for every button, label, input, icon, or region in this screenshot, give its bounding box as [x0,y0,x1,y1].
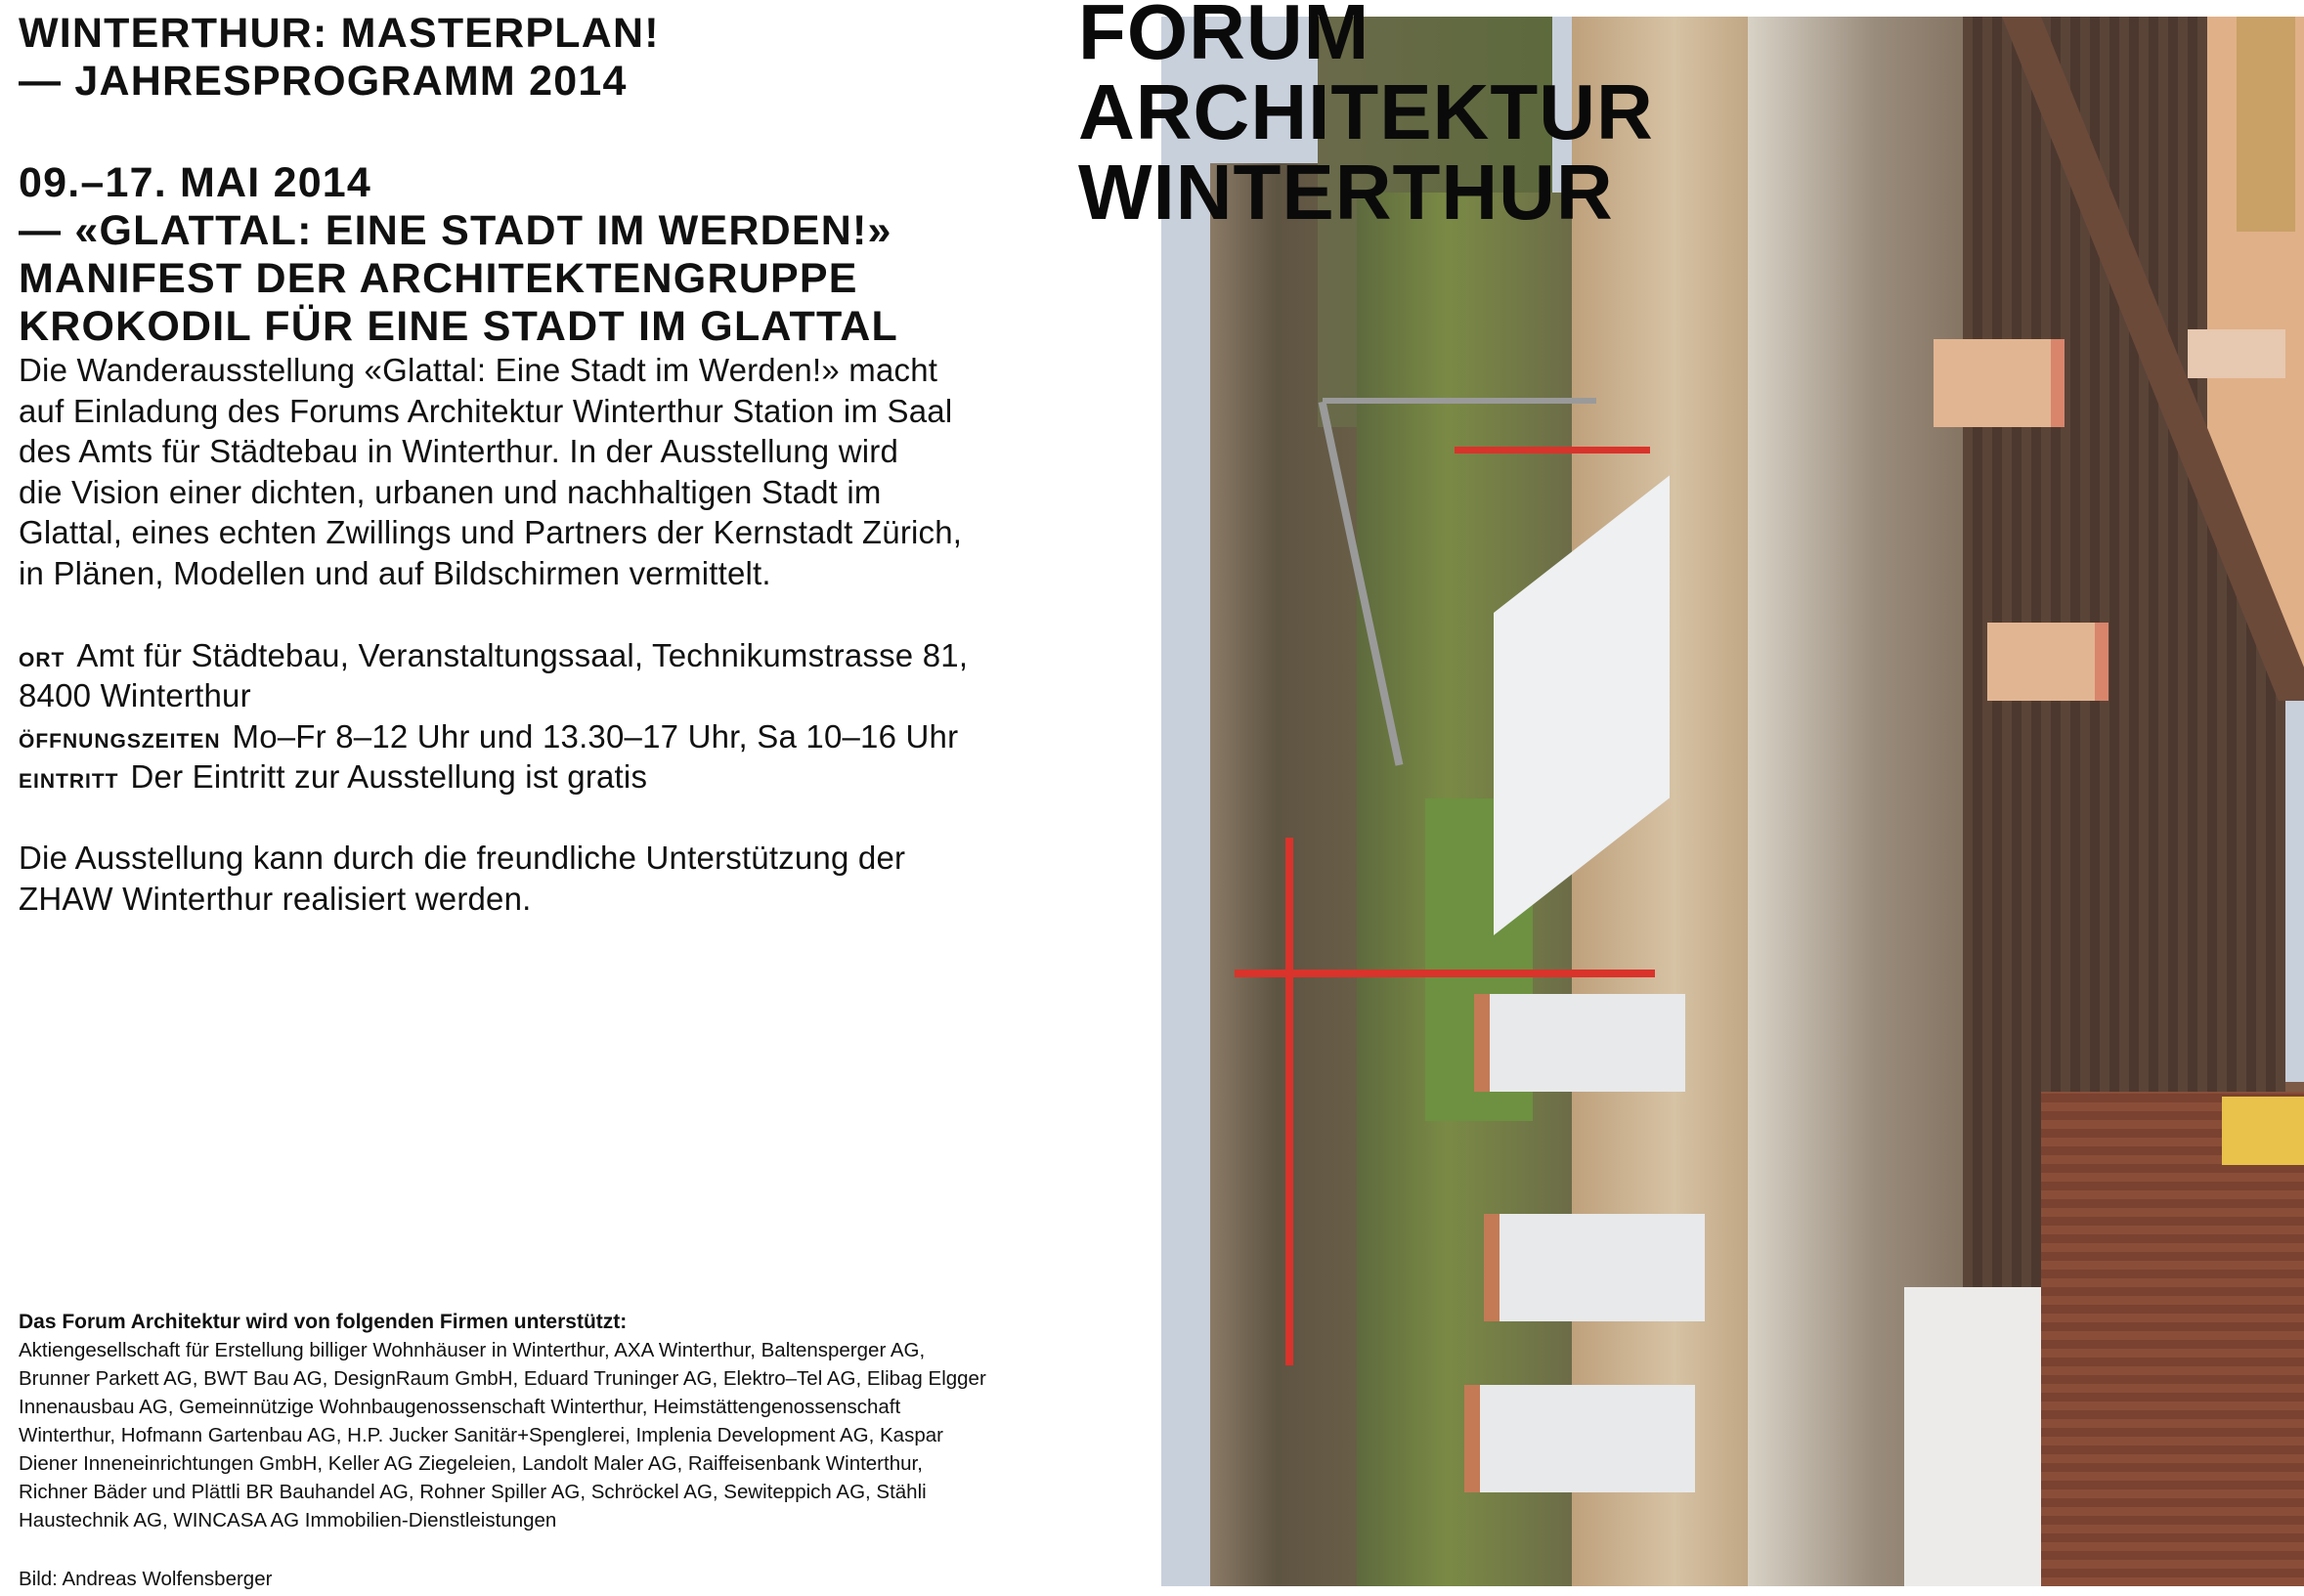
sponsors-line: Aktiengesellschaft für Erstellung billiger Wohnhäuser in Winterthur, AXA Winterthur, Baltensperger AG, [19,1339,926,1361]
photo-crane-jib [1323,398,1596,404]
photo-window [2188,329,2285,378]
description-line: Glattal, eines echten Zwillings und Partners der Kernstadt Zürich, [19,514,963,550]
header-subtitle: — JAHRESPROGRAMM 2014 [19,58,628,105]
description-line: die Vision einer dichten, urbanen und nachhaltigen Stadt im [19,474,882,510]
photo-crane-jib-red [1235,970,1655,977]
hours-value: Mo–Fr 8–12 Uhr und 13.30–17 Uhr, Sa 10–16 Uhr [232,718,959,755]
photo-balcony [2237,17,2295,232]
location-label: ORT [19,649,65,671]
photo-credit: Bild: Andreas Wolfensberger [19,1568,273,1590]
description-line: Die Wanderausstellung «Glattal: Eine Stadt im Werden!» macht [19,352,938,388]
event-date: 09.–17. MAI 2014 [19,159,372,206]
support-line: Die Ausstellung kann durch die freundliche Unterstützung der [19,840,906,876]
photo-lower-roof [2041,1092,2304,1586]
sponsors-line: Brunner Parkett AG, BWT Bau AG, DesignRaum GmbH, Eduard Truninger AG, Elektro–Tel AG, Elibag Elgger [19,1367,986,1390]
support-line: ZHAW Winterthur realisiert werden. [19,881,532,917]
entry-label: EINTRITT [19,770,119,793]
photo-chimney [1987,623,2108,701]
description-line: in Plänen, Modellen und auf Bildschirmen vermittelt. [19,555,771,591]
hours-label: ÖFFNUNGSZEITEN [19,730,221,753]
description-line: des Amts für Städtebau in Winterthur. In der Ausstellung wird [19,433,898,469]
brand-line-forum: FORUM [1078,0,1370,75]
photo-crane-jib-red [1455,447,1650,453]
photo-crane-tower-red [1285,838,1293,1365]
info-location [19,635,968,680]
photo-yellow-wall [2222,1097,2304,1165]
sponsors-title: Das Forum Architektur wird von folgenden Firmen unterstützt: [19,1311,628,1333]
event-title: — «GLATTAL: EINE STADT IM WERDEN!» [19,207,892,254]
header-title: WINTERTHUR: MASTERPLAN! [19,10,660,57]
description-line: auf Einladung des Forums Architektur Winterthur Station im Saal [19,393,953,429]
info-location-cont: 8400 Winterthur [19,677,251,713]
photo-new-building [1474,994,1685,1092]
photo-chimney [1934,339,2065,427]
photo-white-house [1904,1287,2041,1586]
brand-title [1078,0,1654,236]
sponsors-line: Richner Bäder und Plättli BR Bauhandel AG, Rohner Spiller AG, Schröckel AG, Sewiteppich AG, Stähli [19,1481,927,1503]
sponsors-line: Diener Inneneinrichtungen GmbH, Keller AG Ziegeleien, Landolt Maler AG, Raiffeisenbank Winterthur, [19,1452,923,1475]
brand-line-winterthur: WINTERTHUR [1078,149,1614,236]
photo-new-building [1484,1214,1705,1321]
location-value: Amt für Städtebau, Veranstaltungssaal, Technikumstrasse 81, [76,637,969,673]
sponsors-line: Innenausbau AG, Gemeinnützige Wohnbaugenossenschaft Winterthur, Heimstättengenossenschaft [19,1396,901,1418]
event-subtitle-2: KROKODIL FÜR EINE STADT IM GLATTAL [19,303,898,350]
event-subtitle-1: MANIFEST DER ARCHITEKTENGRUPPE [19,255,858,302]
brand-line-architektur: ARCHITEKTUR [1078,68,1654,155]
sponsors-line: Haustechnik AG, WINCASA AG Immobilien-Dienstleistungen [19,1509,557,1531]
info-hours [19,716,958,761]
entry-value: Der Eintritt zur Ausstellung ist gratis [130,758,648,795]
info-entry [19,756,647,801]
sponsors-line: Winterthur, Hofmann Gartenbau AG, H.P. Jucker Sanitär+Spenglerei, Implenia Development AG, Kaspar [19,1424,943,1446]
photo-new-building [1464,1385,1695,1492]
cover-photo [1161,17,2304,1586]
